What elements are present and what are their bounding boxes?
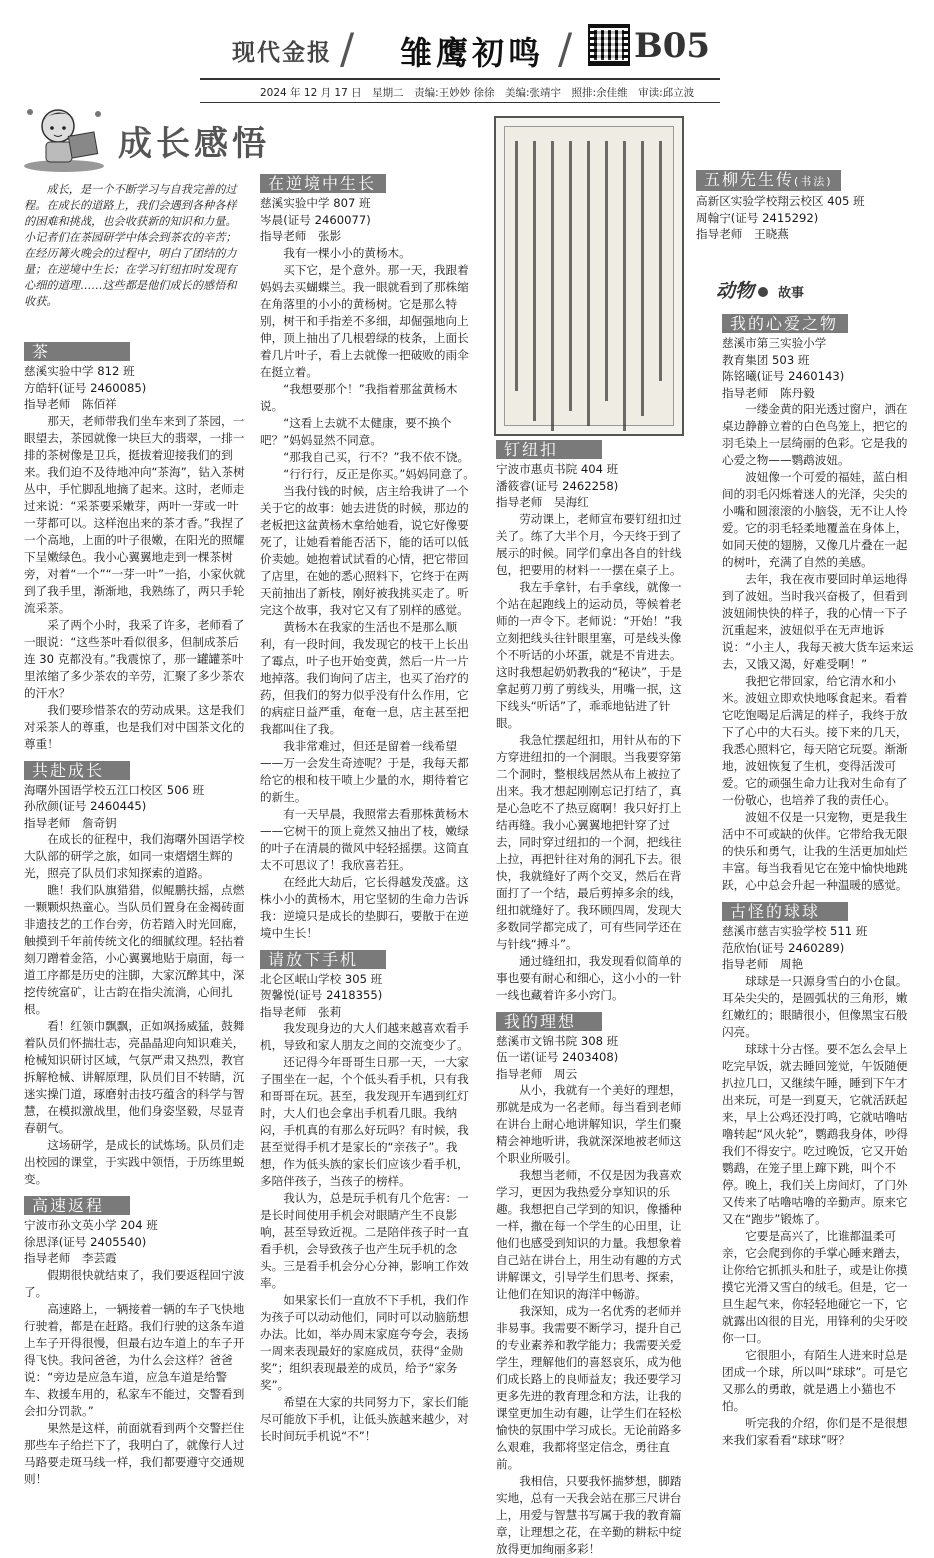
paragraph: 我们要珍惜茶农的劳动成果。这是我们对采茶人的尊重，也是我们对中国茶文化的尊重！ xyxy=(24,702,246,753)
paragraph: 我认为，总是玩手机有几个危害：一是长时间使用手机会对眼睛产生不良影响，甚至导致近视。二是陪伴孩子时一直看手机，会导致孩子也产生玩手机的念头。三是看手机会分心分神，影响工作效率。 xyxy=(260,1190,480,1292)
article-school: 慈溪实验中学 807 班 xyxy=(260,195,480,212)
column-4 xyxy=(722,308,914,1449)
calligraphy-author: 周翰宁(证号 2415292) xyxy=(696,210,914,227)
paragraph: 买下它，是个意外。那一天，我跟着妈妈去买蝴蝶兰。我一眼就看到了那株缩在角落里的小小的黄杨树。它是那么特别，树干和手指差不多细，却倔强地向上伸，顶上抽出了几根碧绿的枝条，上面长着几片叶子，看上去就像一把破败的雨伞在挺立着。 xyxy=(260,262,480,381)
growth-intro: 成长，是一个不断学习与自我完善的过程。在成长的道路上，我们会遇到各种各样的困难和挑战，也会收获新的知识和力量。小记者们在茶园研学中体会到茶农的辛苦；在经历篝火晚会的过程中，明白了团结的力量；在逆境中生长；在学习钉纽扣时发现有心细的道理……这些都是他们成长的感悟和收获。 xyxy=(24,182,246,310)
paragraph: 高速路上，一辆接着一辆的车子飞快地行驶着，都是在赶路。我们行驶的这条车道上车子开得很慢，但最右边车道上的车子开得飞快。我问爸爸，为什么会这样？爸爸说：“旁边是应急车道，应急车道是给警车、救援车用的，私家车不能过，交警看到会扣分罚款。” xyxy=(24,1301,246,1420)
article-author: 伍一诺(证号 2403408) xyxy=(496,1049,686,1066)
article-school: 宁波市惠贞书院 404 班 xyxy=(496,461,686,478)
paragraph: 瞧！我们队旗猎猎，似鲲鹏扶摇，点燃一颗颗炽热童心。当队员们置身在金褐砖面非遗技艺的工作台旁，仿若踏入时光回廊，触摸到千年前传统文化的细腻纹理。轻拈着刻刀蹭着金箔，小心翼翼地贴于扇面，每一道工序都是历史的注脚，大家沉醉其中，深挖传统富矿，让古韵在指尖流淌，心间扎根。 xyxy=(24,882,246,1018)
article-school: 教育集团 503 班 xyxy=(722,352,914,369)
article-title: 请放下手机 xyxy=(260,950,386,969)
paragraph: 一缕金黄的阳光透过窗户，洒在桌边静静立着的白色鸟笼上，把它的羽毛染上一层绮丽的色彩。它是我的心爱之物——鹦鹉波妞。 xyxy=(722,401,914,469)
article-school: 海曙外国语学校五江口校区 506 班 xyxy=(24,782,246,799)
paragraph: 劳动课上，老师宣布要钉纽扣过关了。练了大半个月，今天终于到了展示的时候。同学们拿出各自的针线包，把要用的材料一一摆在桌子上。 xyxy=(496,511,686,579)
article-school: 慈溪市第三实验小学 xyxy=(722,335,914,352)
paragraph: “那我自己买，行不？”我不依不饶。 xyxy=(260,449,480,466)
article-teacher: 指导老师 陈佰祥 xyxy=(24,396,246,413)
paragraph: 假期很快就结束了，我们要返程回宁波了。 xyxy=(24,1267,246,1301)
header-rule xyxy=(200,102,720,103)
article-author: 潘筱睿(证号 2462258) xyxy=(496,478,686,495)
article-title: 共赴成长 xyxy=(24,761,130,780)
article-title: 高速返程 xyxy=(24,1196,130,1215)
calligraphy-teacher: 指导老师 王晓燕 xyxy=(696,226,914,243)
article-teacher: 指导老师 吴海红 xyxy=(496,494,686,511)
article-highway-return xyxy=(24,1196,246,1488)
divider-slash: / xyxy=(340,24,354,73)
article-title: 我的理想 xyxy=(496,1012,602,1031)
column-2 xyxy=(260,168,480,1445)
article-put-down-phone xyxy=(260,950,480,1446)
paragraph: 去年，我在夜市要回时单运地得到了波妞。当时我兴奋极了，但看到波妞闹快快的样子，我的心情一下子沉重起来，波妞似乎在无声地诉说：“小主人，我每天被大货车运来运去，又饿又渴，好难受啊！” xyxy=(722,571,914,673)
paragraph: 我深知，成为一名优秀的老师并非易事。我需要不断学习，提升自己的专业素养和教学能力；我需要关爱学生，理解他们的喜怒哀乐，成为他们成长路上的良师益友；我还要学习更多先进的教育理念和方法，让我的课堂更加生动有趣，让学生们在轻松愉快的氛围中学习成长。无论前路多么艰难，我都将坚定信念，勇往直前。 xyxy=(496,1303,686,1473)
paragraph: 我左手拿针，右手拿线，就像一个站在起跑线上的运动员，等候着老师的一声令下。老师说：“开始！”我立刻把线头往针眼里塞，可是线头像个不听话的小坏蛋，就是不肯进去。这时我想起奶奶教我的“秘诀”，于是拿起剪刀剪了剪线头，用嘴一抿，这下线头“听话”了，乖乖地钻进了针眼。 xyxy=(496,579,686,732)
paragraph: 它要是高兴了，比谁都温柔可亲，它会爬到你的手掌心睡来蹭去，让你给它抓抓头和肚子，或是让你摸摸它光滑又雪白的绒毛。但是，它一旦生起气来，你轻轻地碰它一下，它就露出凶很的目光，用锋利的尖牙咬你一口。 xyxy=(722,1228,914,1347)
article-odd-hamster xyxy=(722,902,914,1449)
page-number: B05 xyxy=(634,26,710,66)
article-teacher: 指导老师 张莉 xyxy=(260,1004,480,1021)
paragraph: 球球是一只源身雪白的小仓鼠。耳朵尖尖的，是圆弧状的三角形，嫩红嫩红的；眼睛很小，但像黑宝石般闪亮。 xyxy=(722,973,914,1041)
article-teacher: 指导老师 陈丹毅 xyxy=(722,385,914,402)
article-sew-button xyxy=(496,440,686,1004)
article-author: 孙欣颜(证号 2460445) xyxy=(24,798,246,815)
paw-icon xyxy=(758,287,768,297)
paragraph: 当我付钱的时候，店主给我讲了一个关于它的故事：她去进货的时候，那边的老板把这盆黄杨木拿给她看，说它好像要死了，让她看着能否活下，能的话可以低价卖她。她抱着试试看的心情，把它带回了店里，在她的悉心照料下，它终于在两天前抽出了新枝，刚好被我挑买走了。听完这个故事，我对它又有了别样的感觉。 xyxy=(260,483,480,619)
column-1 xyxy=(24,336,246,1488)
paragraph: 我有一棵小小的黄杨木。 xyxy=(260,245,480,262)
divider-slash: / xyxy=(558,24,572,73)
article-author: 陈铭曦(证号 2460143) xyxy=(722,368,914,385)
paragraph: 在成长的征程中，我们海曙外国语学校大队部的研学之旅，如同一束熠熠生辉的光，照亮了队员们求知探索的道路。 xyxy=(24,831,246,882)
paragraph: 采了两个小时，我采了许多，老师看了一眼说：“这些茶叶看似很多，但制成茶后连 30 克都没有。”我震惊了，那一罐罐茶叶里浓缩了多少茶农的辛劳，汇聚了多少茶农的汗水？ xyxy=(24,617,246,702)
paragraph: 在经此大劫后，它长得越发茂盛。这株小小的黄杨木，用它坚韧的生命力告诉我：逆境只是成长的垫脚石，要散于在逆境中生长！ xyxy=(260,874,480,942)
article-school: 北仑区岷山学校 305 班 xyxy=(260,971,480,988)
paragraph: 它很胆小，有陌生人进来时总是团成一个球，所以叫“球球”。可是它又那么的勇敢，就是遇上小猫也不怕。 xyxy=(722,1347,914,1415)
paragraph: 我把它带回家，给它清水和小米。波妞立即欢快地啄食起来。看着它吃饱喝足后满足的样子，我终于放下了心中的大石头。接下来的几天，我悉心照料它，每天陪它玩耍。渐渐地，波妞恢复了生机，变得活泼可爱。它的顽强生命力让我对生命有了一份敬心，也培养了我的责任心。 xyxy=(722,673,914,809)
article-adversity xyxy=(260,174,480,942)
paragraph: 这场研学，是成长的试炼场。队员们走出校园的课堂，于实践中领悟，于历练里蜕变。 xyxy=(24,1137,246,1188)
paragraph: 希望在大家的共同努力下，家长们能尽可能放下手机，让低头族越来越少，对长时间玩手机说“不”！ xyxy=(260,1394,480,1445)
article-my-dream xyxy=(496,1012,686,1558)
article-school: 宁波市孙文英小学 204 班 xyxy=(24,1217,246,1234)
growth-section-title: 成长感悟 xyxy=(118,116,270,165)
paragraph: 我急忙摆起纽扣，用针从布的下方穿进纽扣的一个洞眼。当我要穿第二个洞时，整根线居然从布上被拉了出来。我才想起刚刚忘记打结了，真是心急吃不了热豆腐啊！我只好打上结再缝。我小心翼翼地把针穿了过去，同时穿过纽扣的一个洞，把线往上拉，再把针往对角的洞孔下去。很快，我就缝好了两个交叉，然后在背面打了一个结，最后剪掉多余的线，纽扣就缝好了。我环顾四周，发现大多数同学都完成了，可有些同学还在与针线“搏斗”。 xyxy=(496,732,686,953)
article-school: 慈溪市文锦书院 308 班 xyxy=(496,1033,686,1050)
calligraphy-title: 五柳先生传(书法) xyxy=(696,170,841,191)
article-title: 古怪的球球 xyxy=(722,902,848,921)
article-author: 贺馨悦(证号 2418355) xyxy=(260,987,480,1004)
paragraph: 我想当老师，不仅是因为我喜欢学习，更因为我热爱分享知识的乐趣。我想把自己学到的知识，像播种一样，撒在每一个学生的心田里，让他们也感受到知识的力量。我想象着自己站在讲台上，用生动有趣的方式讲解课文，引导学生们思考、探索，让他们在知识的海洋中畅游。 xyxy=(496,1167,686,1303)
paragraph: 有一天早晨，我照常去看那株黄杨木——它树干的顶上竟然又抽出了枝，嫩绿的叶子在清晨的微风中轻轻摇摆。这简直太不可思议了！我欣喜若狂。 xyxy=(260,806,480,874)
paragraph: 波妞不仅是一只宠物，更是我生活中不可或缺的伙伴。它带给我无限的快乐和勇气，让我的生活更加灿烂丰富。每当我看见它在笼中愉快地跳跃，心中总会升起一种温暖的感觉。 xyxy=(722,809,914,894)
article-teacher: 指导老师 张影 xyxy=(260,228,480,245)
calligraphy-artwork xyxy=(494,116,684,436)
article-tea xyxy=(24,342,246,753)
article-author: 岑晨(证号 2460077) xyxy=(260,212,480,229)
section-title: 雏鹰初鸣 xyxy=(400,28,544,74)
calligraphy-credit xyxy=(696,164,914,243)
column-3 xyxy=(496,434,686,1558)
paragraph: “行行行，反正是你买。”妈妈同意了。 xyxy=(260,466,480,483)
paragraph: 还记得今年哥哥生日那一天，一大家子围坐在一起，个个低头看手机，只有我和哥哥在玩。甚至，我发现开车遇到红灯时，大人们也会拿出手机看几眼。我纳闷，手机真的有那么好玩吗？有时候，我甚至觉得手机才是家长的“亲孩子”。我想，作为低头族的家长们应该少看手机，多陪伴孩子，当孩子的榜样。 xyxy=(260,1054,480,1190)
article-teacher: 指导老师 周云 xyxy=(496,1066,686,1083)
newspaper-brand: 现代金报 xyxy=(232,34,332,67)
calligraphy-school: 高新区实验学校翔云校区 405 班 xyxy=(696,193,914,210)
article-title: 钉纽扣 xyxy=(496,440,602,459)
paragraph: “我想要那个！”我指着那盆黄杨木说。 xyxy=(260,381,480,415)
article-teacher: 指导老师 李芸霞 xyxy=(24,1250,246,1267)
reading-child-illustration xyxy=(18,102,110,172)
article-teacher: 指导老师 詹奇钥 xyxy=(24,815,246,832)
paragraph: “这看上去就不太健康，要不换个吧？”妈妈显然不同意。 xyxy=(260,415,480,449)
paragraph: 果然是这样，前面就看到两个交警拦住那些车子给拦下了，我明白了，就像行人过马路要走斑马线一样，我们都要遵守交通规则！ xyxy=(24,1420,246,1488)
animal-story-heading: 动物 故事 xyxy=(716,276,804,303)
article-grow-together xyxy=(24,761,246,1189)
paragraph: 看！红领巾飘飘，正如飒扬威猛，鼓舞着队员们怀揣壮志，亮晶晶迎向知识难关，枪械知识研讨区域，气氛严肃又热烈，教官拆解枪械、讲解原理，队员们目不转睛，沉迷实操门道，琢磨射击技巧蕴含的科学与智慧，在模拟激战里，他们身姿坚毅，尽显青春朝气。 xyxy=(24,1018,246,1137)
paragraph: 我发现身边的大人们越来越喜欢看手机，导致和家人朋友之间的交流变少了。 xyxy=(260,1020,480,1054)
article-author: 方皓轩(证号 2460085) xyxy=(24,380,246,397)
article-author: 范欣怡(证号 2460289) xyxy=(722,940,914,957)
paragraph: 如果家长们一直放不下手机，我们作为孩子可以动动他们，同时可以动脑筋想办法。比如，举办周末家庭夸夸会，表扬一周来表现最好的家庭成员，获得“金勋奖”；组织表现最差的成员，给予“家务奖”。 xyxy=(260,1292,480,1394)
qr-code-icon[interactable] xyxy=(588,24,630,66)
article-title: 茶 xyxy=(24,342,130,361)
paragraph: 我非常难过，但还是留着一线希望——万一会发生奇迹呢？于是，我每天都给它的根和枝干喷上少量的水，期待着它的新生。 xyxy=(260,738,480,806)
paragraph: 黄杨木在我家的生活也不是那么顺利，有一段时间，我发现它的枝干上长出了霉点，叶子也开始变黄，然后一片一片地掉落。我们询问了店主，也买了治疗的药，但我们的努力似乎没有什么作用，它的病症日益严重，奄奄一息，店主甚至把我都叫住了我。 xyxy=(260,619,480,738)
paragraph: 那天，老师带我们坐车来到了茶园，一眼望去，茶园就像一块巨大的翡翠，一排一排的茶树像是卫兵，挺拔着迎接我们的到来。我们迫不及待地冲向“茶海”，钻入茶树丛中，手忙脚乱地摘了起来。这时，老师走过来说：“采茶要采嫩芽，两叶一芽或一叶一芽都可以。这样泡出来的茶才香。”我捏了一个高地，上面的叶子很嫩，在阳光的照耀下呈嫩绿色。我小心翼翼地走到一棵茶树旁，对着“一个”“一芽一叶”一掐，小家伙就到了我手里，渐渐地，我熟练了，两只手轮流采茶。 xyxy=(24,413,246,617)
article-beloved-thing xyxy=(722,314,914,894)
article-school: 慈溪实验中学 812 班 xyxy=(24,363,246,380)
paragraph: 波妞像一个可爱的福娃，蓝白相间的羽毛闪烁着迷人的光泽，尖尖的小嘴和圆滚滚的小脑袋，无不让人怜爱。它的羽毛轻柔地覆盖在身体上，如同天使的翅膀，又像几片叠在一起的树叶，充满了自然的美感。 xyxy=(722,469,914,571)
issue-meta: 2024 年 12 月 17 日 星期二 责编:王妙妙 徐徐 美编:张靖宇 照排:余佳维 审读:邱立波 xyxy=(260,85,694,100)
paragraph: 我相信，只要我怀揣梦想，脚踏实地，总有一天我会站在那三尺讲台上，用爱与智慧书写属于我的教育篇章，让理想之花，在辛勤的耕耘中绽放得更加绚丽多彩！ xyxy=(496,1473,686,1558)
article-title: 在逆境中生长 xyxy=(260,174,386,193)
paragraph: 球球十分古怪。要不怎么会早上吃完早饭，就去睡回笼觉，午饭随便扒拉几口，又继续午睡，睡到下午才出来玩，可是一到夏天，它就活跃起来，早上公鸡还没打鸣，它就咕噜咕噜转起“风火轮”，鹦鹉我身体，吵得我们不得安宁。吃过晚饭，它又开始鹦鹉，在笼子里上蹿下跳，叫个不停。晚上，我们关上房间灯，了门外又传来了咕噜咕噜的辛勤声。原来它又在“跑步”锻炼了。 xyxy=(722,1041,914,1228)
article-title: 我的心爱之物 xyxy=(722,314,848,333)
paragraph: 通过缝纽扣，我发现看似简单的事也要有耐心和细心，这小小的一针一线也藏着许多小窍门。 xyxy=(496,953,686,1004)
paragraph: 从小，我就有一个美好的理想，那就是成为一名老师。每当看到老师在讲台上耐心地讲解知识，学生们聚精会神地听讲，我就深深地被老师这个职业所吸引。 xyxy=(496,1082,686,1167)
article-school: 慈溪市慈吉实验学校 511 班 xyxy=(722,923,914,940)
article-author: 徐思泽(证号 2405540) xyxy=(24,1234,246,1251)
paragraph: 听完我的介绍，你们是不是很想来我们家看看“球球”呀？ xyxy=(722,1415,914,1449)
article-teacher: 指导老师 周艳 xyxy=(722,956,914,973)
header-rule xyxy=(200,78,720,80)
